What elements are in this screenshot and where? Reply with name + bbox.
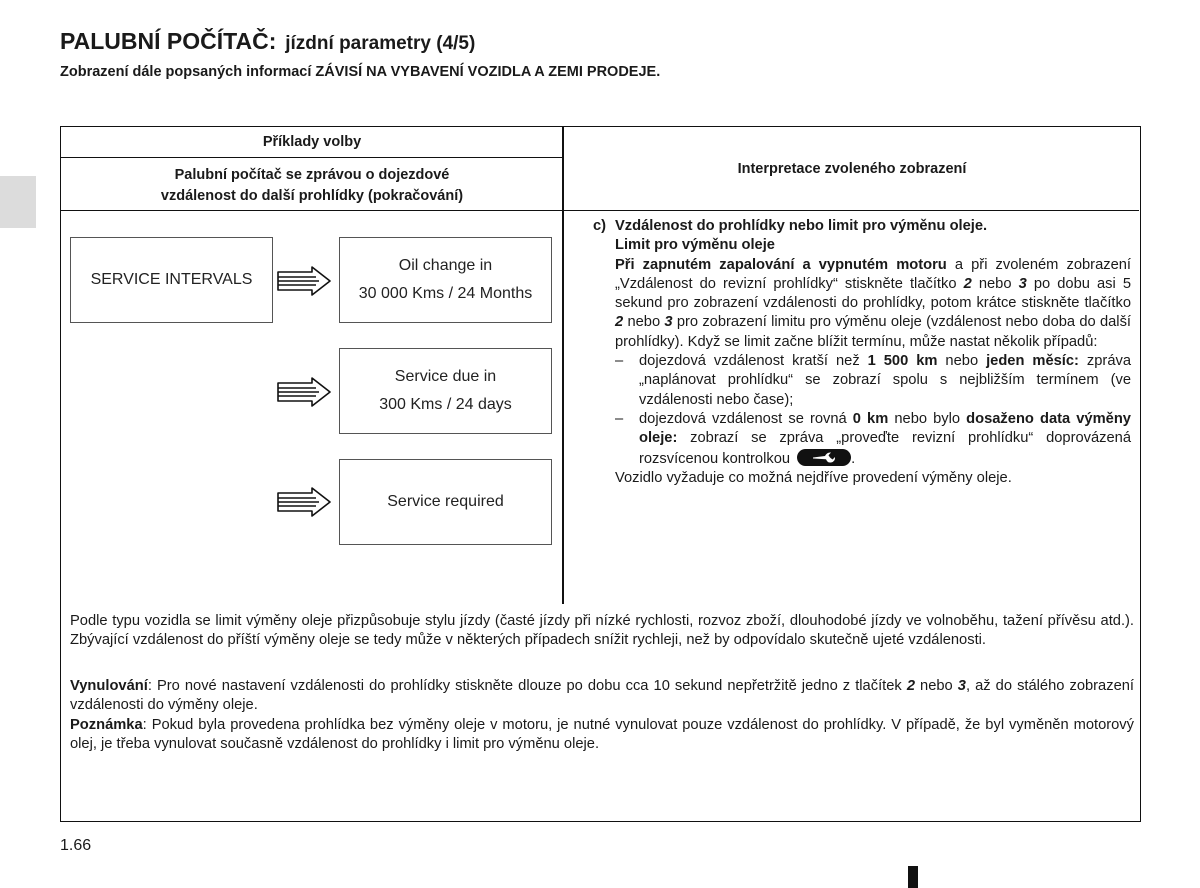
para-text-3: pro zobrazení limitu pro výměnu oleje (vzdálenost nebo doba do další prohlídky). Když se limit začne blížit termínu, může nastat několik případů: — [615, 314, 1131, 350]
case-item-text — [639, 410, 1131, 469]
para-text-2: po dobu asi 5 sekund pro zobrazení vzdálenosti do prohlídky, potom krátce stiskněte tlačítko — [615, 275, 1131, 312]
item-content — [615, 217, 1131, 488]
case1-text-2: nebo — [937, 353, 987, 370]
driving-style-text: Podle typu vozidla se limit výměny oleje přizpůsobuje stylu jízdy (časté jízdy při nízké rychlosti, rozvoz zboží, dlouhodobé jízdy ve volnoběhu, tažení přívěsu atd.). Zbývající vzdálenost do příští výměny oleje se tedy může v některých případech snížit rychleji, než by odpovídalo skutečně ujeté vzdálenosti. — [70, 613, 1134, 649]
case2-distance: 0 km — [852, 410, 889, 427]
case2-text-2: nebo bylo — [888, 410, 967, 427]
service-required-screen — [339, 459, 552, 545]
edge-crop-mark — [908, 866, 918, 888]
page-number: 1.66 — [60, 837, 92, 854]
reset-and-remark — [70, 677, 1134, 754]
case2-text-3: zobrazí se zpráva „proveďte revizní prohlídku“ doprovázená rozsvícenou kontrolkou — [639, 430, 1131, 467]
button-ref-3: 3 — [1018, 275, 1027, 292]
oil-change-line1: Oil change in — [398, 257, 493, 274]
service-intervals-screen — [70, 237, 273, 323]
header-interpretation: Interpretace zvoleného zobrazení — [737, 161, 967, 177]
para-text-1: a při zvoleném zobrazení „Vzdálenost do revizní prohlídky“ stiskněte tlačítko — [615, 256, 1131, 292]
button-ref-2: 2 — [615, 314, 624, 331]
interpretation-item-c — [593, 217, 1131, 488]
note-text: : Pokud byla provedena prohlídka bez výměny oleje v motoru, je nutné vynulovat pouze vzdálenost do prohlídky. V případě, že byl vyměněn motorový olej, je třeba vynulovat současně vzdálenost do prohlídky i limit pro výměnu oleje. — [70, 716, 1134, 752]
header-display-type-line2: vzdálenost do další prohlídky (pokračování) — [160, 188, 464, 204]
dash-marker: – — [615, 353, 624, 370]
case-item — [615, 352, 1131, 410]
reset-text-2: , až do stálého zobrazení vzdálenosti do výměny oleje. — [70, 678, 1134, 714]
item-marker: c) — [593, 218, 607, 234]
availability-notice: Zobrazení dále popsaných informací ZÁVISÍ NA VYBAVENÍ VOZIDLA A ZEMI PRODEJE. — [60, 64, 661, 80]
case2-end: . — [851, 450, 856, 467]
header-display-type — [61, 165, 563, 207]
service-required-label: Service required — [387, 493, 504, 510]
reset-or: nebo — [914, 678, 958, 694]
case-item — [615, 410, 1131, 469]
case2-date: dosaženo data výměny oleje: — [639, 410, 1131, 447]
item-closing: Vozidlo vyžaduje co možná nejdříve provedení výměny oleje. — [615, 469, 1012, 486]
driving-style-note — [70, 612, 1134, 651]
service-due-line2: 300 Kms / 24 days — [379, 396, 512, 413]
reset-button-3: 3 — [957, 678, 966, 694]
dash-marker: – — [615, 410, 624, 427]
case-item-text — [639, 352, 1131, 410]
double-outline-arrow-icon — [276, 487, 332, 517]
double-outline-arrow-icon — [276, 266, 332, 296]
oil-change-screen — [339, 237, 552, 323]
interpretation-text — [593, 217, 1131, 488]
section-tab-marker — [0, 176, 36, 228]
info-table — [60, 126, 1141, 822]
reset-paragraph — [70, 677, 1134, 716]
case1-distance: 1 500 km — [867, 353, 938, 370]
page-title-sub: jízdní parametry (4/5) — [285, 33, 476, 54]
header-examples: Příklady volby — [262, 134, 362, 150]
note-paragraph — [70, 716, 1134, 755]
oil-change-line2: 30 000 Kms / 24 Months — [358, 285, 533, 302]
item-heading: Vzdálenost do prohlídky nebo limit pro výměnu oleje. — [615, 218, 988, 234]
button-ref-2: 2 — [963, 275, 972, 292]
case1-text-3: zpráva „naplánovat prohlídku“ se zobrazí spolu s nejbližším termínem (ve vzdálenosti nebo čase); — [639, 353, 1132, 408]
wrench-warning-light-icon — [797, 449, 851, 466]
para-or: nebo — [971, 275, 1019, 292]
case1-text-1: dojezdová vzdálenost kratší než — [639, 353, 868, 370]
para-or: nebo — [623, 314, 665, 331]
header-bottom-rule — [61, 210, 1139, 211]
service-intervals-label: SERVICE INTERVALS — [90, 271, 253, 288]
page-title-main: PALUBNÍ POČÍTAČ: — [60, 28, 277, 54]
reset-button-2: 2 — [906, 678, 915, 694]
double-outline-arrow-icon — [276, 377, 332, 407]
header-display-type-line1: Palubní počítač se zprávou o dojezdové — [174, 167, 450, 183]
ignition-condition: Při zapnutém zapalování a vypnutém motoru — [615, 256, 947, 273]
service-due-screen — [339, 348, 552, 434]
service-due-line1: Service due in — [394, 368, 497, 385]
button-ref-3: 3 — [664, 314, 673, 331]
reset-label: Vynulování — [70, 678, 148, 694]
header-divider-left — [61, 157, 563, 158]
case1-time: jeden měsíc: — [986, 353, 1079, 370]
reset-text-1: : Pro nové nastavení vzdálenosti do prohlídky stiskněte dlouze po dobu cca 10 sekund nepřetržitě jedno z tlačítek — [147, 678, 907, 694]
item-subheading: Limit pro výměnu oleje — [615, 237, 775, 254]
item-paragraph — [615, 256, 1131, 352]
page-title — [60, 20, 475, 57]
note-label: Poznámka — [70, 716, 143, 733]
case2-text-1: dojezdová vzdálenost se rovná — [639, 410, 853, 427]
